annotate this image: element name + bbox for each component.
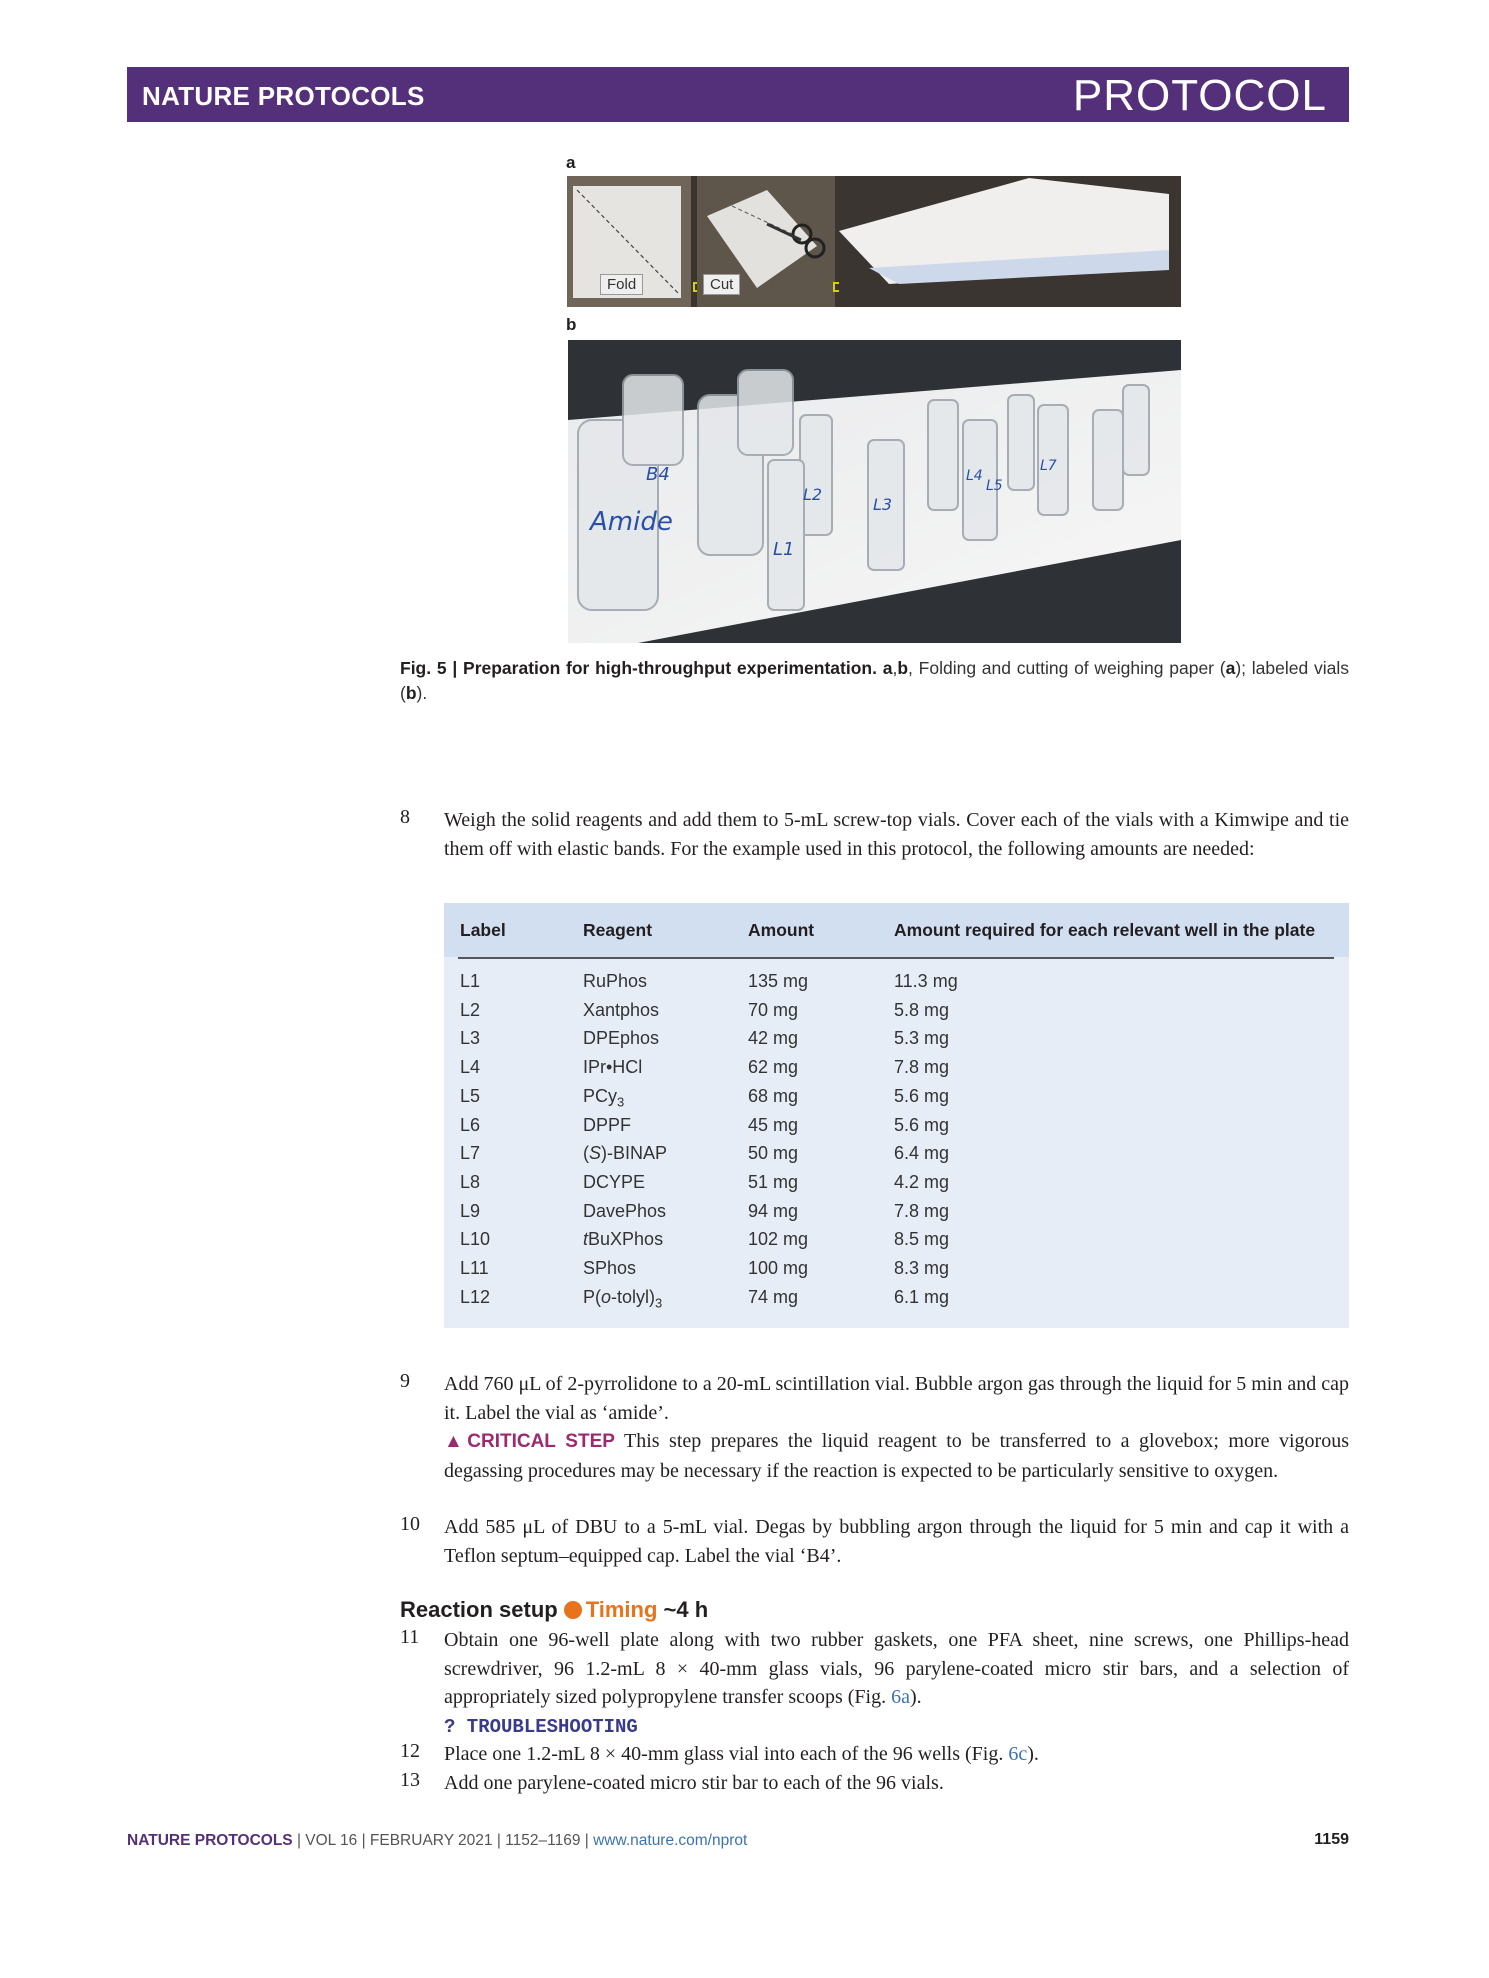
reagent-name: -tolyl) xyxy=(611,1286,656,1307)
table-row xyxy=(444,1201,1349,1230)
vial-label-l1: L1 xyxy=(773,539,795,560)
step-number: 8 xyxy=(400,806,410,828)
step-number: 9 xyxy=(400,1370,410,1392)
caption-ref-b: b xyxy=(405,683,417,703)
reagent-name: IPr•HCl xyxy=(583,1057,643,1078)
reagent-italic: o xyxy=(601,1286,612,1307)
footer-citation xyxy=(127,1832,747,1850)
section-subhead xyxy=(400,1597,708,1623)
caption-text: ); labeled vials ( xyxy=(400,658,1349,703)
footer-journal: NATURE PROTOCOLS xyxy=(127,1832,293,1849)
panel-a-photo xyxy=(567,176,1181,307)
panel-b-photo xyxy=(568,340,1181,643)
column-header-amount: Amount xyxy=(748,920,815,940)
step-10-text: Add 585 μL of DBU to a 5-mL vial. Degas by bubbling argon through the liquid for 5 min and cap it with a Teflon septum–equipped cap. Label the vial ‘B4’. xyxy=(444,1516,1349,1567)
cell-per-well: 5.8 mg xyxy=(894,999,950,1020)
reagent-subscript: 3 xyxy=(617,1094,625,1110)
cell-amount: 94 mg xyxy=(748,1200,799,1221)
cell-label: L11 xyxy=(460,1258,489,1278)
cell-per-well: 5.6 mg xyxy=(894,1085,950,1106)
column-header-per-well: Amount required for each relevant well in the plate xyxy=(894,920,1316,940)
vial-label-l2: L2 xyxy=(803,485,823,504)
timing-dot-icon xyxy=(564,1601,582,1619)
fold-step-photo xyxy=(567,176,691,307)
cell-reagent xyxy=(583,1028,659,1049)
table-row xyxy=(444,1258,1349,1287)
step-number: 11 xyxy=(400,1626,420,1648)
table-row xyxy=(444,1115,1349,1144)
caption-panel-b: b xyxy=(897,658,909,678)
vial-label-l5: L5 xyxy=(986,478,1003,494)
cell-reagent xyxy=(583,1086,624,1110)
caption-comma: , xyxy=(892,658,898,678)
step-number: 12 xyxy=(400,1740,420,1762)
reagent-prefix: P( xyxy=(583,1286,601,1307)
cell-label: L4 xyxy=(460,1057,481,1078)
cell-label: L8 xyxy=(460,1171,481,1192)
panel-a-label: a xyxy=(566,153,576,172)
table-row xyxy=(444,971,1349,1000)
timing-label: Timing xyxy=(585,1597,658,1622)
header-bar xyxy=(127,67,1349,122)
cell-per-well: 4.2 mg xyxy=(894,1171,950,1192)
step-11-body: Obtain one 96-well plate along with two rubber gaskets, one PFA sheet, nine screws, one Phillips-head screwdriver, 96 1.2-mL 8 × 40-mm glass vials, 96 parylene-coated micro stir bars, and a selection of appropriately sized polypropylene transfer scoops (Fig. xyxy=(444,1629,1349,1708)
reagent-name: SPhos xyxy=(583,1258,637,1278)
cell-amount: 100 mg xyxy=(748,1258,809,1278)
reagent-name: DPEphos xyxy=(583,1028,660,1049)
table-rule xyxy=(458,957,1334,959)
step-9-body: Add 760 μL of 2-pyrrolidone to a 20-mL scintillation vial. Bubble argon gas through the liquid for 5 min and cap it. Label the vial as ‘amide’. xyxy=(444,1373,1349,1424)
cell-label: L10 xyxy=(460,1229,491,1250)
reagent-name: RuPhos xyxy=(583,971,648,991)
table-row xyxy=(444,1143,1349,1172)
vial-label-amide: Amide xyxy=(590,507,673,537)
timing-value: ~4 h xyxy=(663,1597,709,1622)
cell-amount: 62 mg xyxy=(748,1057,799,1078)
cell-per-well: 6.1 mg xyxy=(894,1286,950,1307)
cut-tag: Cut xyxy=(703,274,740,295)
reagent-name: Xantphos xyxy=(583,999,660,1020)
cell-amount: 45 mg xyxy=(748,1114,799,1135)
cut-step-photo xyxy=(697,176,835,307)
figure-link[interactable]: 6c xyxy=(1008,1743,1028,1765)
table-row xyxy=(444,1028,1349,1057)
table-row xyxy=(444,1086,1349,1115)
reagent-name: PCy xyxy=(583,1085,618,1106)
step-12-body: Place one 1.2-mL 8 × 40-mm glass vial into each of the 96 wells (Fig. xyxy=(444,1743,1009,1765)
caption-ref-a: a xyxy=(1225,658,1236,678)
reagent-name: DPPF xyxy=(583,1114,632,1135)
step-11-text xyxy=(444,1626,1349,1741)
caption-label: Fig. 5 | xyxy=(400,658,458,678)
table-row xyxy=(444,1000,1349,1029)
column-header-label: Label xyxy=(460,920,506,940)
cell-reagent xyxy=(583,1172,645,1193)
table-row xyxy=(444,1057,1349,1086)
caption-text: , Folding and cutting of weighing paper ( xyxy=(908,658,1226,678)
cell-per-well: 8.3 mg xyxy=(894,1258,950,1278)
table-row xyxy=(444,1287,1349,1316)
folded-paper-photo xyxy=(839,176,1181,307)
cell-label: L1 xyxy=(460,971,481,991)
journal-name: NATURE PROTOCOLS xyxy=(142,81,425,111)
cell-reagent xyxy=(583,1000,659,1021)
cell-per-well: 11.3 mg xyxy=(894,971,958,991)
column-header-reagent: Reagent xyxy=(583,920,653,940)
cell-reagent xyxy=(583,1057,642,1078)
reagent-italic: S xyxy=(589,1143,602,1164)
reagent-name: BuXPhos xyxy=(588,1229,664,1250)
critical-step-text: This step prepares the liquid reagent to be transferred to a glovebox; more vigorous degassing procedures may be necessary if the reaction is expected to be particularly sensitive to oxygen. xyxy=(444,1430,1349,1482)
cell-reagent xyxy=(583,1143,667,1164)
cell-label: L12 xyxy=(460,1286,491,1307)
cell-amount: 102 mg xyxy=(748,1229,809,1250)
reagent-table xyxy=(444,903,1349,1328)
vial-label-l7: L7 xyxy=(1040,458,1057,474)
troubleshooting-link[interactable]: ? TROUBLESHOOTING xyxy=(444,1715,638,1738)
cell-reagent xyxy=(583,1229,663,1250)
footer-url-link[interactable]: www.nature.com/nprot xyxy=(593,1832,748,1849)
section-type: PROTOCOL xyxy=(1072,71,1327,120)
step-13-text: Add one parylene-coated micro stir bar to each of the 96 vials. xyxy=(444,1772,944,1794)
page-number: 1159 xyxy=(1314,1831,1349,1848)
cell-per-well: 7.8 mg xyxy=(894,1200,950,1221)
folded-paper-icon xyxy=(839,176,1181,307)
table-row xyxy=(444,1172,1349,1201)
vial-label-l4: L4 xyxy=(966,468,983,484)
table-row xyxy=(444,1229,1349,1258)
step-9-text xyxy=(444,1370,1349,1485)
cell-amount: 51 mg xyxy=(748,1171,799,1192)
subhead-title: Reaction setup xyxy=(400,1597,558,1622)
cell-amount: 50 mg xyxy=(748,1143,799,1164)
caption-text: ). xyxy=(416,683,428,703)
cell-reagent xyxy=(583,1115,631,1136)
step-12-text xyxy=(444,1740,1349,1769)
critical-step-label: ▲CRITICAL STEP xyxy=(444,1431,615,1452)
cell-per-well: 5.3 mg xyxy=(894,1028,950,1049)
footer-meta: | VOL 16 | FEBRUARY 2021 | 1152–1169 | xyxy=(292,1832,594,1849)
cell-label: L9 xyxy=(460,1200,481,1221)
cell-amount: 70 mg xyxy=(748,999,799,1020)
cell-per-well: 5.6 mg xyxy=(894,1114,950,1135)
cell-amount: 68 mg xyxy=(748,1085,799,1106)
cell-amount: 135 mg xyxy=(748,971,809,991)
reagent-name: )-BINAP xyxy=(601,1143,668,1164)
table-header xyxy=(444,903,1349,957)
cell-amount: 74 mg xyxy=(748,1286,799,1307)
cell-label: L5 xyxy=(460,1085,481,1106)
cell-reagent xyxy=(583,1201,666,1222)
cell-per-well: 7.8 mg xyxy=(894,1057,950,1078)
step-12-body-end: ). xyxy=(1027,1743,1039,1765)
caption-panel-a: a xyxy=(882,658,893,678)
cell-label: L6 xyxy=(460,1114,481,1135)
reagent-italic: t xyxy=(583,1229,589,1250)
cell-label: L3 xyxy=(460,1028,481,1049)
cell-amount: 42 mg xyxy=(748,1028,799,1049)
vial-label-l3: L3 xyxy=(873,495,893,514)
reagent-name: DavePhos xyxy=(583,1200,667,1221)
caption-title: Preparation for high-throughput experimentation. xyxy=(463,658,877,678)
fold-tag: Fold xyxy=(600,274,643,295)
reagent-subscript: 3 xyxy=(655,1295,663,1311)
figure-caption xyxy=(400,656,1349,706)
reagent-prefix: ( xyxy=(583,1143,589,1164)
panel-b-label: b xyxy=(566,315,577,334)
reagent-name: DCYPE xyxy=(583,1171,646,1192)
step-11-body-end: ). xyxy=(910,1686,922,1708)
cell-label: L2 xyxy=(460,999,481,1020)
vial-label-b4: B4 xyxy=(646,464,670,485)
cell-reagent xyxy=(583,1258,636,1279)
figure-link[interactable]: 6a xyxy=(891,1686,910,1708)
cell-reagent xyxy=(583,1287,662,1311)
cell-reagent xyxy=(583,971,647,992)
cell-label: L7 xyxy=(460,1143,481,1164)
cell-per-well: 8.5 mg xyxy=(894,1229,950,1250)
step-8-text: Weigh the solid reagents and add them to 5-mL screw-top vials. Cover each of the vials with a Kimwipe and tie them off with elastic bands. For the example used in this protocol, the following amounts are needed: xyxy=(444,809,1349,860)
step-number: 13 xyxy=(400,1769,420,1791)
labeled-vials-photo xyxy=(568,340,1181,643)
cell-per-well: 6.4 mg xyxy=(894,1143,950,1164)
step-number: 10 xyxy=(400,1513,420,1535)
